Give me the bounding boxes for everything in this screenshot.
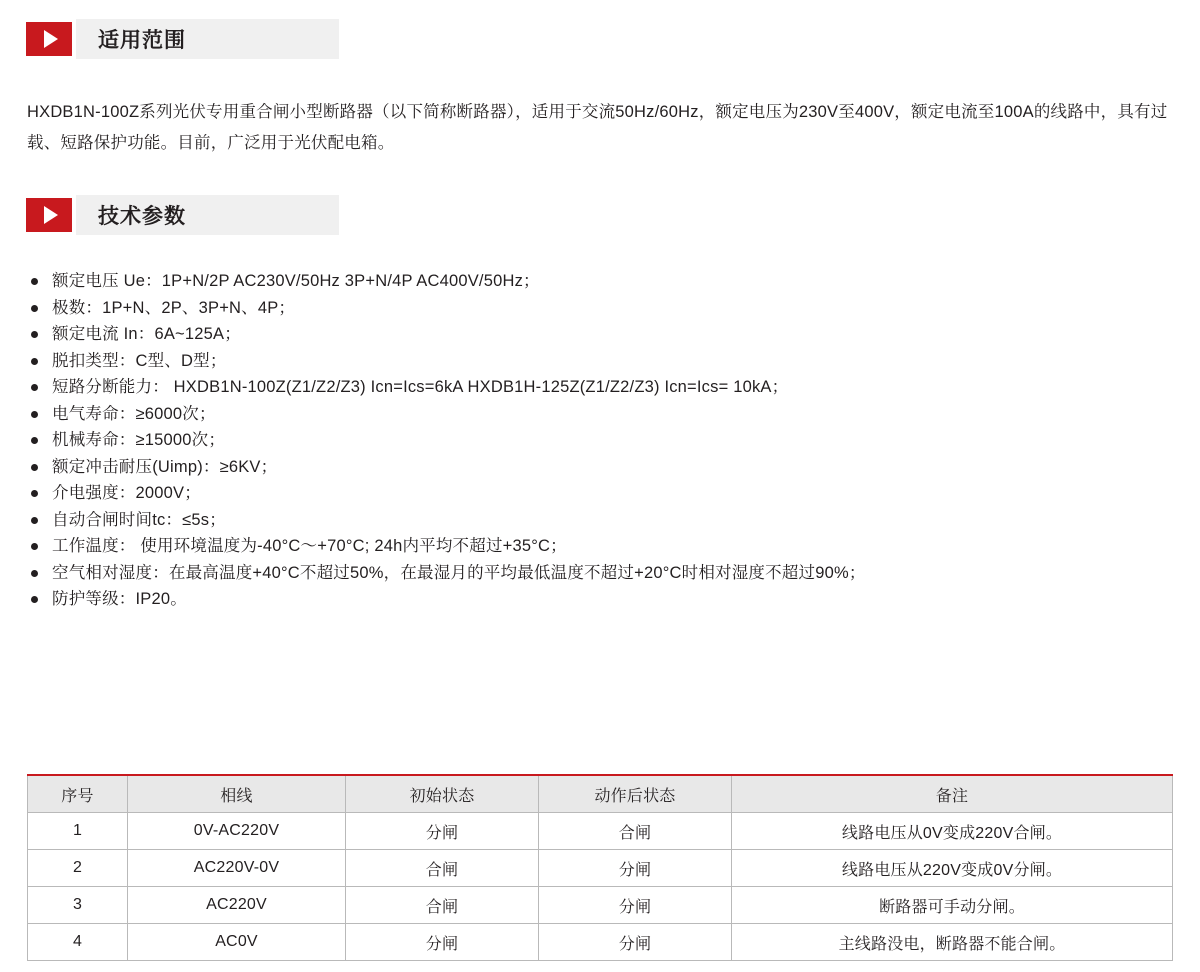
- parameter-list-item: 机械寿命：≥15000次；: [27, 427, 1187, 454]
- table-row: [28, 813, 1173, 850]
- parameter-list-item: 防护等级：IP20。: [27, 586, 1187, 613]
- table-row: [28, 924, 1173, 961]
- parameter-list-item: 极数：1P+N、2P、3P+N、4P；: [27, 295, 1187, 322]
- table-cell: 1: [28, 813, 128, 850]
- table-cell: 分闸: [539, 924, 732, 961]
- table-cell: 线路电压从0V变成220V合闸。: [732, 813, 1173, 850]
- state-table-header: [28, 775, 1173, 813]
- parameter-list-item: 自动合闸时间tc：≤5s；: [27, 507, 1187, 534]
- table-cell: 3: [28, 887, 128, 924]
- table-cell: AC0V: [128, 924, 346, 961]
- technical-parameter-list: [27, 268, 1187, 613]
- section-header-parameters: [0, 195, 186, 235]
- state-table: [27, 774, 1173, 961]
- parameter-list-item: 短路分断能力： HXDB1N-100Z(Z1/Z2/Z3) Icn=Ics=6kA HXDB1H-125Z(Z1/Z2/Z3) Icn=Ics= 10kA；: [27, 374, 1187, 401]
- table-cell: 合闸: [539, 813, 732, 850]
- parameter-list-item: 电气寿命：≥6000次；: [27, 401, 1187, 428]
- table-cell: AC220V: [128, 887, 346, 924]
- parameter-list-item: 额定冲击耐压(Uimp)：≥6KV；: [27, 454, 1187, 481]
- table-cell: 合闸: [346, 887, 539, 924]
- state-table-body: [28, 813, 1173, 961]
- parameter-list-item: 额定电流 In：6A~125A；: [27, 321, 1187, 348]
- table-cell: 主线路没电，断路器不能合闸。: [732, 924, 1173, 961]
- table-header-cell: 备注: [732, 775, 1173, 813]
- table-row: [28, 887, 1173, 924]
- play-triangle-icon: [26, 198, 72, 232]
- table-cell: 0V-AC220V: [128, 813, 346, 850]
- table-cell: 分闸: [539, 850, 732, 887]
- scope-paragraph: HXDB1N-100Z系列光伏专用重合闸小型断路器（以下简称断路器），适用于交流50Hz/60Hz，额定电压为230V至400V，额定电流至100A的线路中，具有过载、短路保护功能。目前，广泛用于光伏配电箱。: [27, 103, 1168, 152]
- table-header-cell: 动作后状态: [539, 775, 732, 813]
- table-header-row: [28, 775, 1173, 813]
- parameter-list-item: 空气相对湿度：在最高温度+40°C不超过50%，在最湿月的平均最低温度不超过+20°C时相对湿度不超过90%；: [27, 560, 1187, 587]
- table-header-cell: 相线: [128, 775, 346, 813]
- table-header-cell: 初始状态: [346, 775, 539, 813]
- table-cell: 4: [28, 924, 128, 961]
- table-header-cell: 序号: [28, 775, 128, 813]
- parameter-list-item: 额定电压 Ue：1P+N/2P AC230V/50Hz 3P+N/4P AC400V/50Hz；: [27, 268, 1187, 295]
- state-table-wrapper: [27, 774, 1173, 961]
- table-cell: 断路器可手动分闸。: [732, 887, 1173, 924]
- table-cell: 分闸: [539, 887, 732, 924]
- table-cell: 线路电压从220V变成0V分闸。: [732, 850, 1173, 887]
- table-cell: 2: [28, 850, 128, 887]
- table-cell: 分闸: [346, 813, 539, 850]
- section-title-scope: 适用范围: [98, 29, 186, 52]
- table-cell: AC220V-0V: [128, 850, 346, 887]
- parameter-list-item: 工作温度： 使用环境温度为-40°C～+70°C; 24h内平均不超过+35°C；: [27, 533, 1187, 560]
- table-cell: 分闸: [346, 924, 539, 961]
- table-cell: 合闸: [346, 850, 539, 887]
- parameter-list-item: 介电强度：2000V；: [27, 480, 1187, 507]
- play-triangle-icon: [26, 22, 72, 56]
- parameter-list-item: 脱扣类型：C型、D型；: [27, 348, 1187, 375]
- section-title-parameters: 技术参数: [98, 205, 186, 228]
- table-row: [28, 850, 1173, 887]
- section-header-scope: [0, 19, 186, 59]
